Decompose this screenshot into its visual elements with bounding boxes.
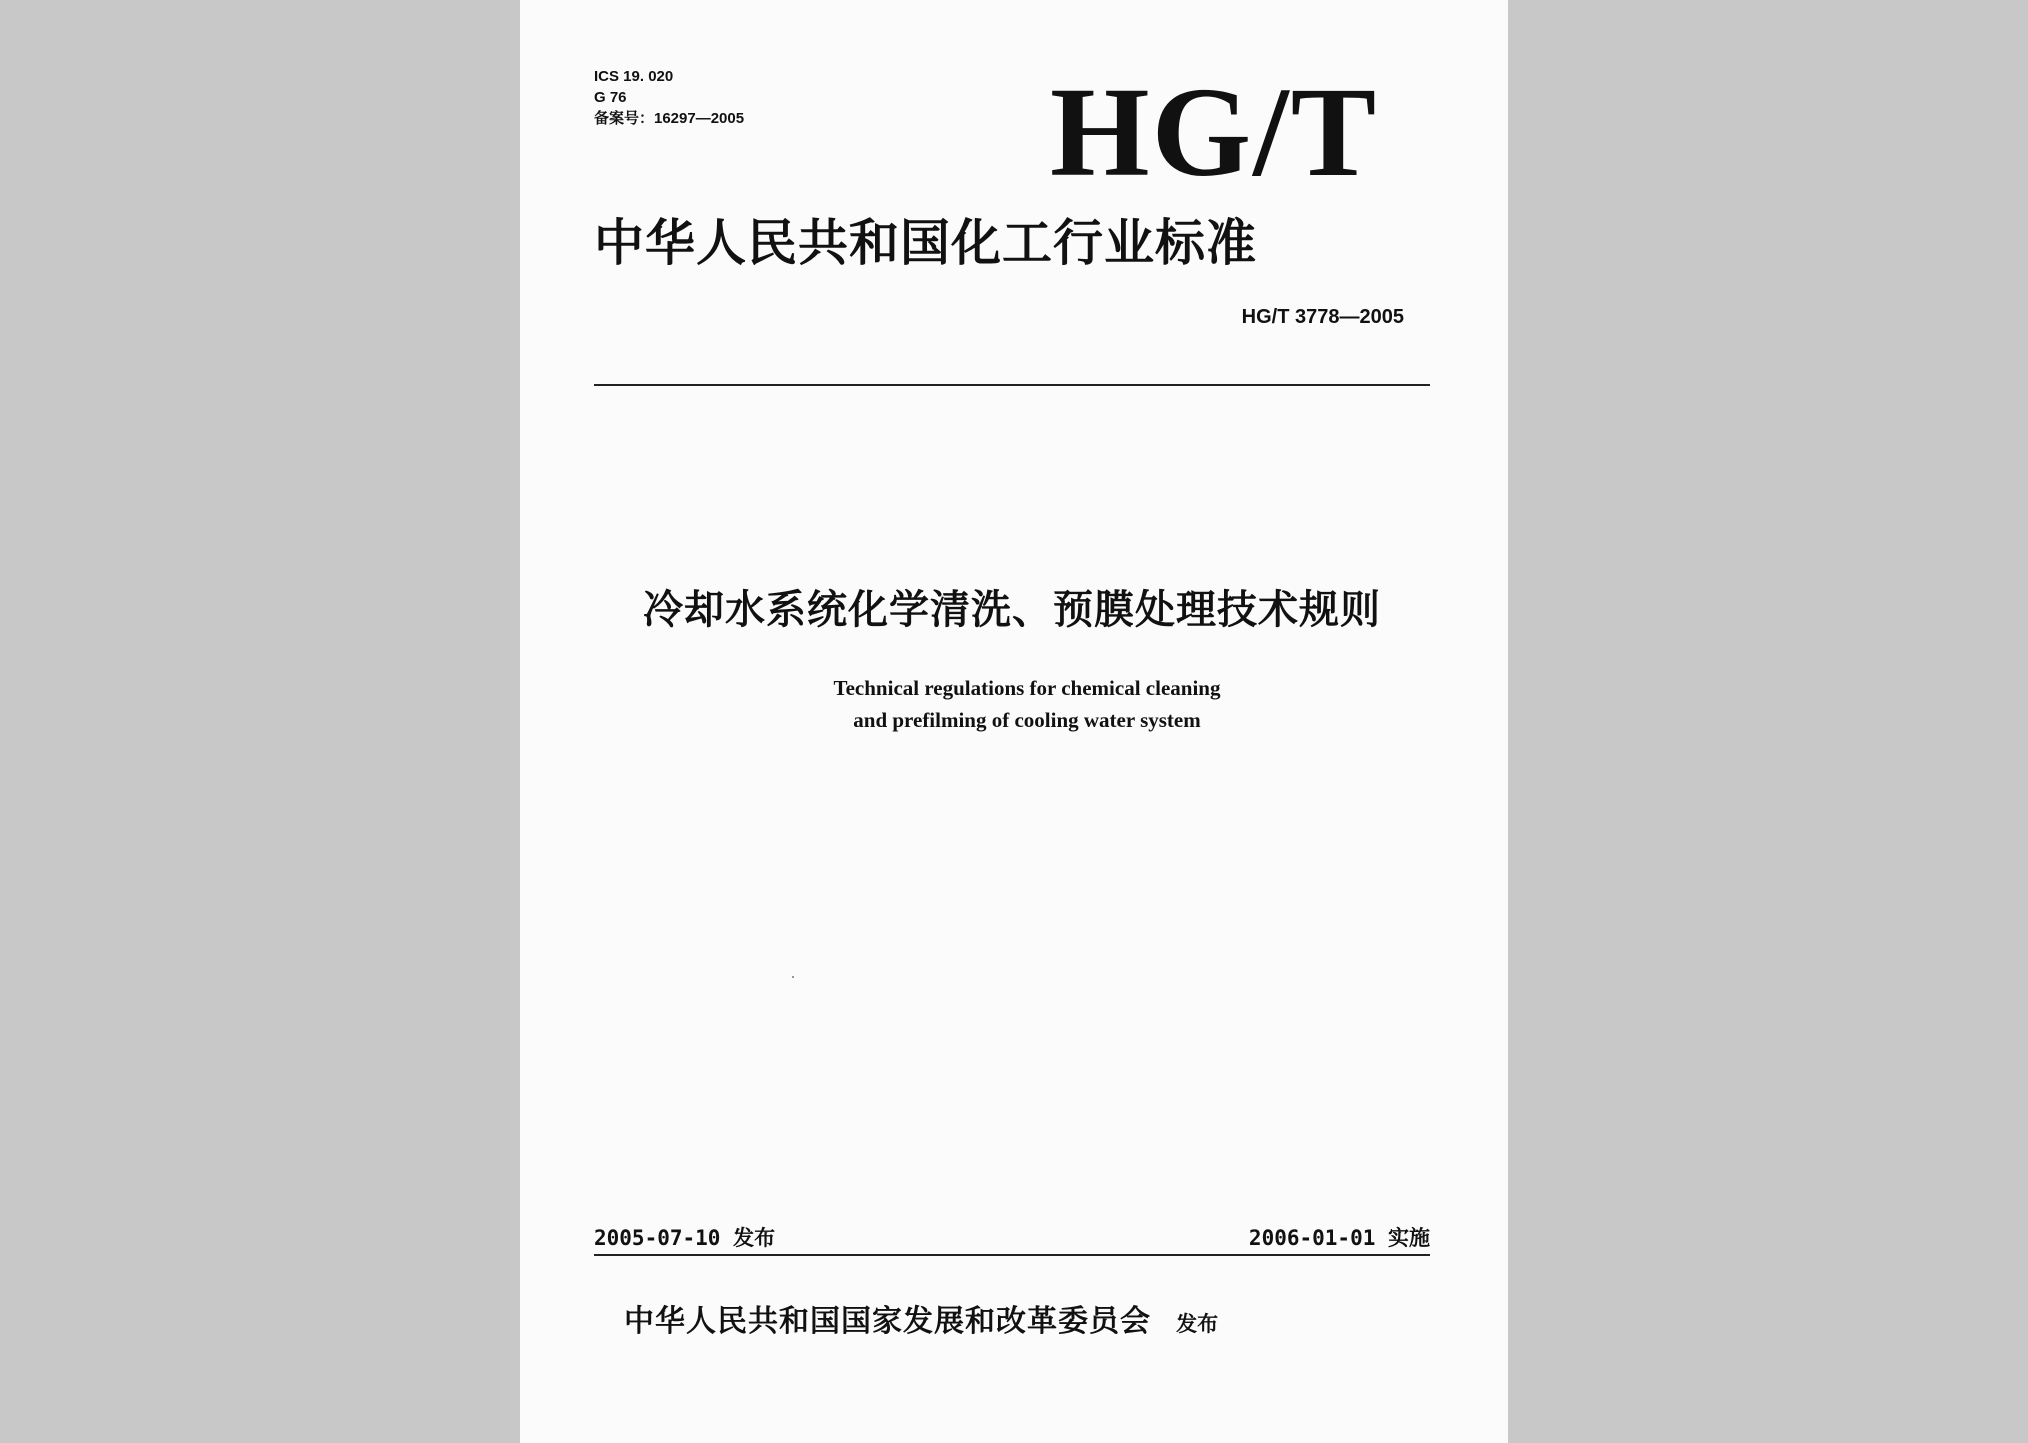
publisher-action: 发布 — [1176, 1312, 1219, 1336]
document-title-chinese: 冷却水系统化学清洗、预膜处理技术规则 — [643, 587, 1381, 633]
publisher-name: 中华人民共和国国家发展和改革委员会 — [624, 1304, 1151, 1339]
document-page — [520, 0, 1508, 1443]
standard-number: HG/T 3778—2005 — [1241, 306, 1404, 328]
dates-row — [594, 1222, 1430, 1252]
effective-date: 2006-01-01 实施 — [1248, 1226, 1430, 1250]
record-number: 备案号：16297—2005 — [594, 110, 745, 127]
industry-standard-title: 中华人民共和国化工行业标准 — [594, 214, 1257, 272]
document-title-english — [594, 672, 1460, 736]
ics-code: ICS 19. 020 — [594, 68, 674, 85]
publisher-line — [624, 1296, 1218, 1340]
bottom-divider — [594, 1254, 1430, 1256]
standard-logo: HG/T — [1050, 61, 1379, 203]
scan-speck — [792, 976, 794, 978]
top-divider — [594, 384, 1430, 386]
issue-date: 2005-07-10 发布 — [594, 1226, 776, 1250]
classification-block — [594, 66, 744, 129]
english-title-line-1: Technical regulations for chemical cleaning — [833, 676, 1221, 700]
english-title-line-2: and prefilming of cooling water system — [853, 708, 1201, 732]
ccs-code: G 76 — [594, 89, 627, 106]
